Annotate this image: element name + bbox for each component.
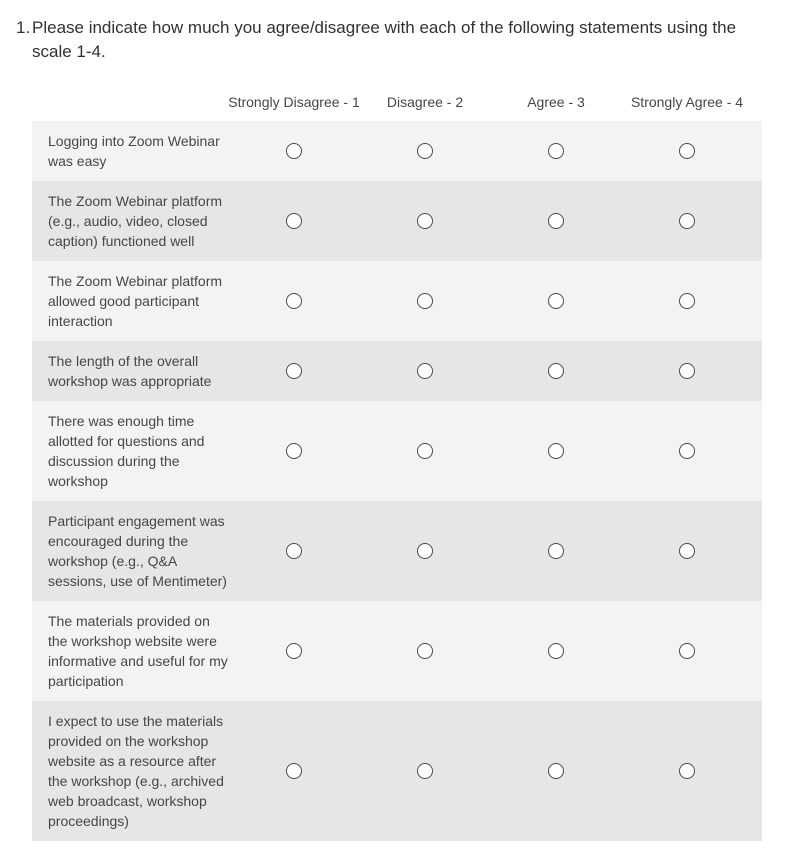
radio-strongly-disagree[interactable] <box>286 443 302 459</box>
radio-strongly-disagree[interactable] <box>286 293 302 309</box>
likert-header <box>32 88 762 121</box>
likert-table <box>32 88 762 841</box>
statement-text: Logging into Zoom Webinar was easy <box>48 133 220 169</box>
radio-strongly-disagree[interactable] <box>286 363 302 379</box>
statement-text: There was enough time allotted for questions and discussion during the workshop <box>48 413 205 489</box>
column-header-strongly-agree: Strongly Agree - 4 <box>630 94 744 110</box>
radio-agree[interactable] <box>548 363 564 379</box>
radio-strongly-agree[interactable] <box>679 443 695 459</box>
radio-agree[interactable] <box>548 643 564 659</box>
radio-disagree[interactable] <box>417 643 433 659</box>
question-text: Please indicate how much you agree/disagree with each of the following statements using the scale 1-4. <box>32 18 737 61</box>
column-header-disagree: Disagree - 2 <box>386 94 464 110</box>
radio-disagree[interactable] <box>417 213 433 229</box>
statement-text: Participant engagement was encouraged during the workshop (e.g., Q&A sessions, use of Mentimeter) <box>48 513 227 589</box>
radio-strongly-agree[interactable] <box>679 213 695 229</box>
radio-agree[interactable] <box>548 293 564 309</box>
radio-agree[interactable] <box>548 443 564 459</box>
radio-disagree[interactable] <box>417 443 433 459</box>
radio-agree[interactable] <box>548 763 564 779</box>
likert-rows <box>32 121 762 841</box>
question-title <box>16 16 756 64</box>
statement-text: The Zoom Webinar platform allowed good participant interaction <box>48 273 223 329</box>
radio-strongly-disagree[interactable] <box>286 543 302 559</box>
statement-text: I expect to use the materials provided on the workshop website as a resource after the workshop (e.g., archived web broadcast, workshop proceedings) <box>48 713 224 829</box>
radio-strongly-agree[interactable] <box>679 643 695 659</box>
radio-strongly-agree[interactable] <box>679 763 695 779</box>
question-number: 1. <box>16 18 31 37</box>
radio-strongly-agree[interactable] <box>679 363 695 379</box>
statement-text: The materials provided on the workshop website were informative and useful for my participation <box>48 613 228 689</box>
statement-row <box>32 501 762 601</box>
statement-row <box>32 341 762 401</box>
radio-disagree[interactable] <box>417 363 433 379</box>
radio-strongly-disagree[interactable] <box>286 213 302 229</box>
radio-strongly-disagree[interactable] <box>286 143 302 159</box>
radio-agree[interactable] <box>548 213 564 229</box>
statement-row <box>32 121 762 181</box>
column-header-agree: Agree - 3 <box>527 94 585 110</box>
radio-disagree[interactable] <box>417 293 433 309</box>
statement-row <box>32 601 762 701</box>
statement-text: The length of the overall workshop was appropriate <box>48 353 212 389</box>
radio-agree[interactable] <box>548 143 564 159</box>
radio-disagree[interactable] <box>417 143 433 159</box>
statement-text: The Zoom Webinar platform (e.g., audio, video, closed caption) functioned well <box>48 193 223 249</box>
radio-strongly-agree[interactable] <box>679 293 695 309</box>
radio-strongly-agree[interactable] <box>679 143 695 159</box>
column-header-strongly-disagree: Strongly Disagree - 1 <box>228 94 360 110</box>
radio-strongly-disagree[interactable] <box>286 643 302 659</box>
radio-agree[interactable] <box>548 543 564 559</box>
statement-row <box>32 261 762 341</box>
statement-row <box>32 401 762 501</box>
statement-row <box>32 701 762 841</box>
radio-strongly-agree[interactable] <box>679 543 695 559</box>
radio-disagree[interactable] <box>417 763 433 779</box>
statement-row <box>32 181 762 261</box>
radio-disagree[interactable] <box>417 543 433 559</box>
radio-strongly-disagree[interactable] <box>286 763 302 779</box>
